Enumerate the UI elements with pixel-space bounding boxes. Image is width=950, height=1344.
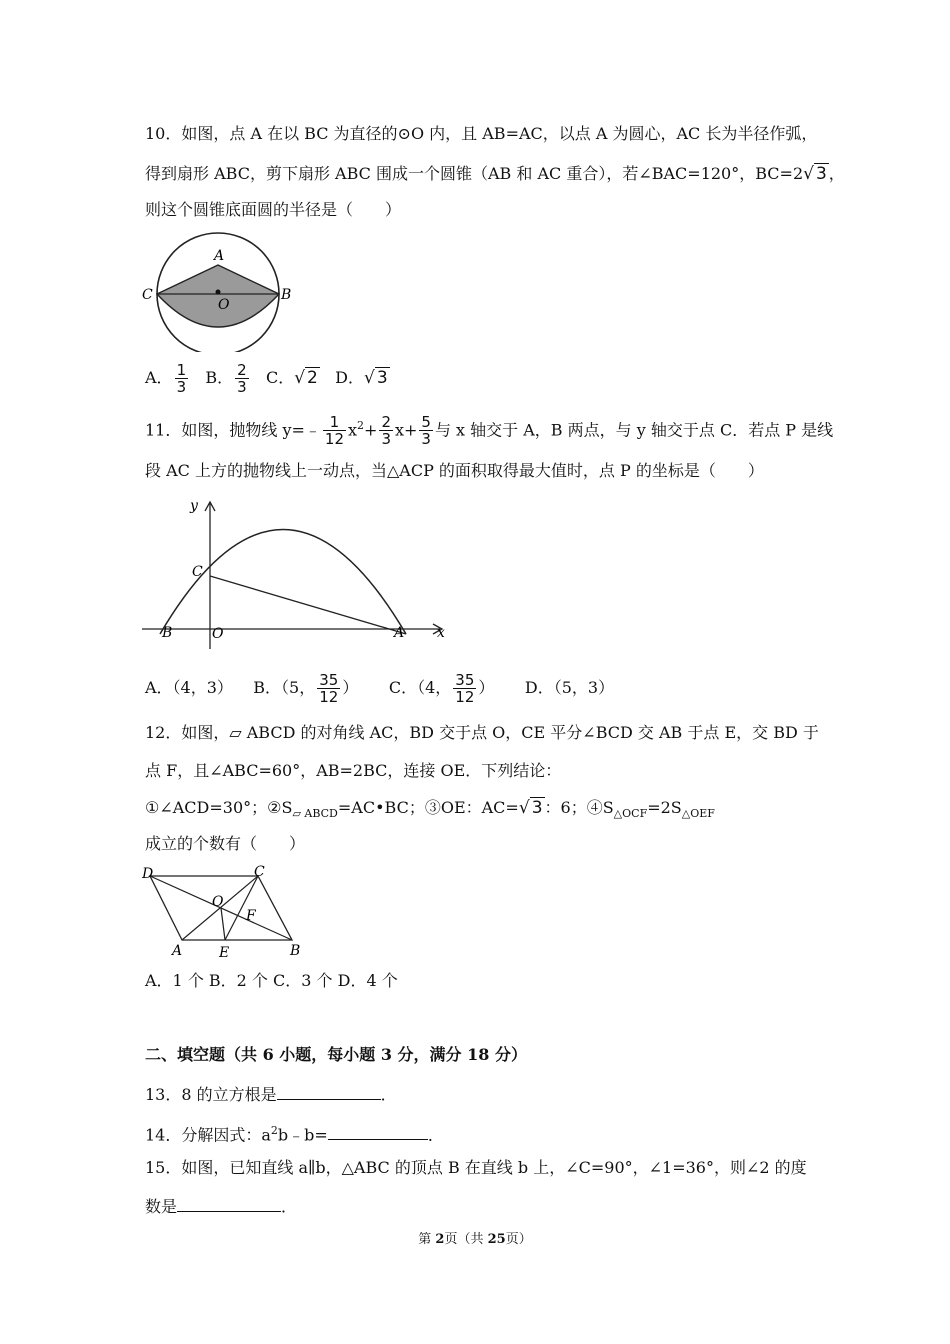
q15-answer-blank[interactable] xyxy=(177,1195,281,1212)
q10-opt-b-label[interactable]: B． xyxy=(205,368,234,387)
q11-opt-d[interactable]: D．（5，3） xyxy=(524,678,615,697)
q10-line3: 则这个圆锥底面圆的半径是（ ） xyxy=(145,200,402,219)
q14-sup: 2 xyxy=(270,1124,278,1137)
q13-text: 13．8 的立方根是 xyxy=(145,1085,277,1104)
label-d: D xyxy=(142,866,154,882)
q11-opt-b[interactable]: B．（5， $\frac{35}{12}$ ） xyxy=(253,671,359,706)
q12-options: A．1 个 B．2 个 C．3 个 D．4 个 xyxy=(145,971,398,990)
q10-line1: 10．如图，点 A 在以 BC 为直径的⊙O 内，且 AB=AC，以点 A 为圆心，AC 长为半径作弧， xyxy=(145,124,818,143)
total-pages: 25 xyxy=(487,1232,506,1247)
q12-c1-sub: ▱ ABCD xyxy=(292,807,338,821)
q11-x: x xyxy=(348,420,358,440)
q12-c2: =AC•BC；③OE：AC= xyxy=(337,798,519,817)
q14-mid: b﹣b= xyxy=(277,1125,328,1145)
frac-1-12: $\frac{1}{12}$ xyxy=(324,413,344,449)
label-a: A xyxy=(172,943,183,959)
q13-end: ． xyxy=(380,1085,397,1104)
q12-line2: 点 F，且∠ABC=60°，AB=2BC，连接 OE．下列结论： xyxy=(145,761,562,780)
q13 xyxy=(145,1083,397,1106)
page-footer: 第 2页（共 25页） xyxy=(418,1232,532,1247)
q10-line2-text: 得到扇形 ABC，剪下扇形 ABC 围成一个圆锥（AB 和 AC 重合），若∠BAC=120°，BC=2 xyxy=(145,164,804,183)
label-o: O xyxy=(212,894,224,910)
label-a: A xyxy=(394,625,405,641)
q12-line1: 12．如图，▱ ABCD 的对角线 AC，BD 交于点 O，CE 平分∠BCD 交 AB 于点 E，交 BD 于 xyxy=(145,723,819,742)
q10-opt-b[interactable]: $\frac{2}{3}$ xyxy=(237,361,247,396)
q12-line3 xyxy=(145,797,715,825)
sqrt-3: √ 3 xyxy=(518,798,543,818)
q10-opt-a-label[interactable]: A． xyxy=(145,368,173,387)
q10-opt-c[interactable]: √ 2 xyxy=(294,368,318,388)
q11-figure xyxy=(140,494,450,654)
q10-opt-a[interactable]: $\frac{1}{3}$ xyxy=(176,361,187,396)
q11-options xyxy=(145,668,614,708)
q11-line2: 段 AC 上方的抛物线上一动点，当△ACP 的面积取得最大值时，点 P 的坐标是（ ） xyxy=(145,461,764,480)
label-e: E xyxy=(219,945,230,961)
label-c: C xyxy=(192,564,203,580)
label-b: B xyxy=(162,625,173,641)
q15-line2 xyxy=(145,1195,297,1218)
sector-abc xyxy=(157,265,279,327)
q12-c3-sub: △OCF xyxy=(613,807,648,821)
q11-opt-a[interactable]: A．（4，3） xyxy=(145,678,233,697)
q14-end: ． xyxy=(427,1125,444,1145)
label-a: A xyxy=(214,248,225,264)
label-f: F xyxy=(246,908,256,924)
q15-end: ． xyxy=(281,1197,298,1216)
parabola xyxy=(160,530,406,635)
q10-opt-d-label[interactable]: D． xyxy=(335,368,364,387)
q15-line1: 15．如图，已知直线 a∥b，△ABC 的顶点 B 在直线 b 上，∠C=90°，∠1=36°，则∠2 的度 xyxy=(145,1158,807,1177)
q12-figure xyxy=(140,862,310,962)
segment-oe xyxy=(221,908,225,940)
q11-line1 xyxy=(145,404,833,452)
q12-c4: =2S xyxy=(647,798,682,817)
section-title: 二、填空题（共 6 小题，每小题 3 分，满分 18 分） xyxy=(145,1045,527,1064)
q11-sup: 2 xyxy=(357,419,365,432)
label-b: B xyxy=(290,943,301,959)
q15-text: 数是 xyxy=(145,1197,178,1216)
q14-answer-blank[interactable] xyxy=(328,1123,428,1140)
frac-2-3: $\frac{2}{3}$ xyxy=(381,413,391,449)
q10-opt-c-label[interactable]: C． xyxy=(265,368,295,387)
label-c: C xyxy=(142,287,153,303)
q11-text-post: 与 x 轴交于 A，B 两点，与 y 轴交于点 C．若点 P 是线 xyxy=(434,420,834,440)
q10-line2-end: ， xyxy=(828,164,845,183)
q12-c1: ①∠ACD=30°；②S xyxy=(145,798,293,817)
segment-ac xyxy=(210,576,406,634)
page-number: 2 xyxy=(435,1232,445,1247)
frac-5-3: $\frac{5}{3}$ xyxy=(421,413,431,449)
q11-xplus: x+ xyxy=(394,420,418,440)
label-x: x xyxy=(437,625,445,641)
q12-c3: ：6；④S xyxy=(544,798,614,817)
q10-figure xyxy=(138,228,298,352)
q10-options xyxy=(145,358,390,398)
q14-text: 14．分解因式：a xyxy=(145,1125,271,1145)
q12-c4-sub: △OEF xyxy=(681,807,715,821)
label-b: B xyxy=(281,287,292,303)
label-y: y xyxy=(190,498,198,514)
q11-plus: + xyxy=(364,420,378,440)
label-c: C xyxy=(254,864,265,880)
label-o: O xyxy=(218,297,230,313)
q10-opt-d[interactable]: √ 3 xyxy=(363,368,388,388)
q10-line2 xyxy=(145,163,845,185)
q11-text-pre: 11．如图，抛物线 y=﹣ xyxy=(145,420,321,440)
center-point xyxy=(216,290,221,295)
sqrt-3: √ 3 xyxy=(803,164,827,184)
q11-opt-c[interactable]: C．（4， $\frac{35}{12}$ ） xyxy=(388,671,495,706)
q13-answer-blank[interactable] xyxy=(277,1083,381,1100)
q12-line4: 成立的个数有（ ） xyxy=(145,834,306,853)
label-o: O xyxy=(212,626,224,642)
q14 xyxy=(145,1120,444,1146)
